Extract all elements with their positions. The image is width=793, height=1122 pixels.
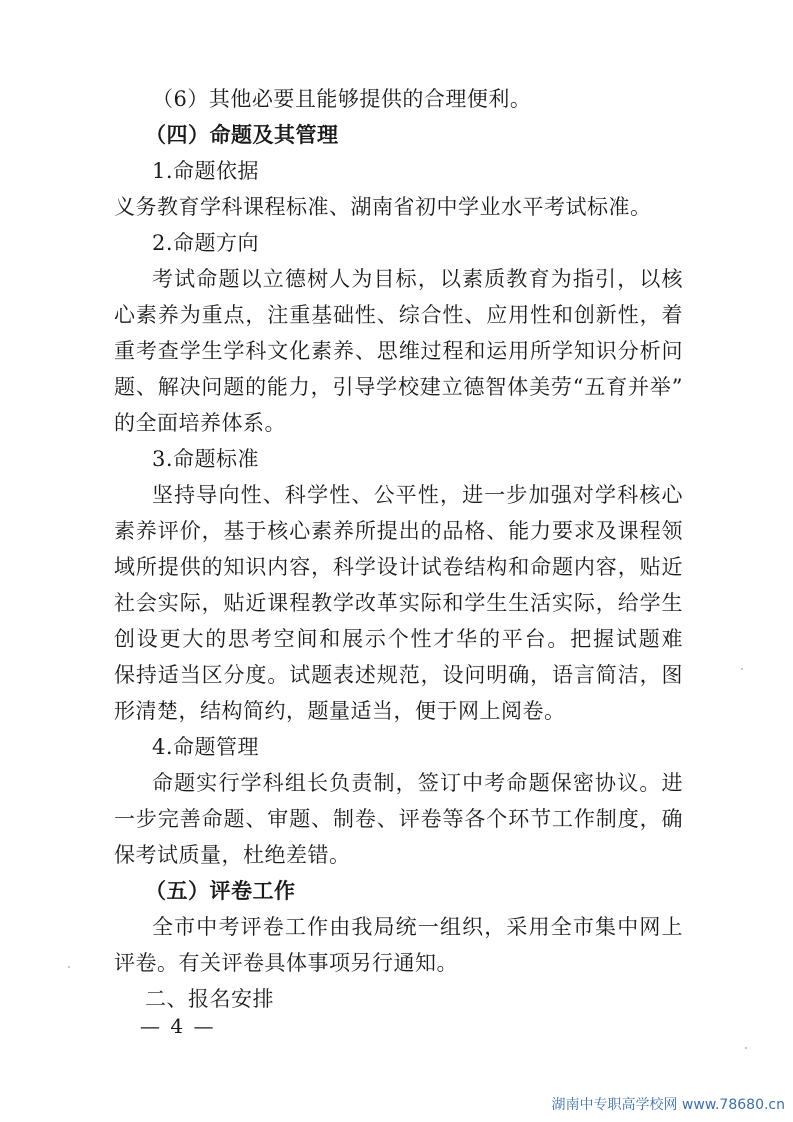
paragraph-line: 一步完善命题、审题、制卷、评卷等各个环节工作制度，确	[114, 807, 683, 831]
paragraph-line: 保考试质量，杜绝差错。	[114, 843, 351, 867]
subheading-standard: 3.命题标准	[152, 447, 260, 471]
paragraph-line: 命题实行学科组长负责制，签订中考命题保密协议。进	[152, 771, 683, 795]
subheading-management: 4.命题管理	[152, 735, 260, 759]
paragraph-line: 考试命题以立德树人为目标，以素质教育为指引，以核	[152, 267, 683, 291]
paragraph-line: 重考查学生学科文化素养、思维过程和运用所学知识分析问	[114, 339, 683, 363]
paragraph-line: 创设更大的思考空间和展示个性才华的平台。把握试题难	[114, 627, 683, 651]
section-heading-4: （四）命题及其管理	[145, 122, 339, 147]
paragraph-line: 义务教育学科课程标准、湖南省初中学业水平考试标准。	[114, 195, 652, 219]
section-heading-5: （五）评卷工作	[145, 878, 296, 903]
paragraph-line: 域所提供的知识内容，科学设计试卷结构和命题内容，贴近	[114, 555, 683, 579]
subheading-basis: 1.命题依据	[152, 159, 260, 183]
paragraph-line: 社会实际，贴近课程教学改革实际和学生生活实际，给学生	[114, 591, 683, 615]
page-number: — 4 —	[140, 1014, 216, 1038]
paragraph-line: 评卷。有关评卷具体事项另行通知。	[114, 951, 458, 975]
paragraph-line: 形清楚，结构简约，题量适当，便于网上阅卷。	[114, 699, 566, 723]
paragraph-line: 心素养为重点，注重基础性、综合性、应用性和创新性，着	[114, 303, 683, 327]
scan-speck	[68, 966, 70, 968]
paragraph-line: 坚持导向性、科学性、公平性，进一步加强对学科核心	[152, 483, 683, 507]
subheading-direction: 2.命题方向	[152, 231, 260, 255]
scan-speck	[741, 668, 743, 670]
section-heading-2: 二、报名安排	[145, 987, 274, 1011]
paragraph-line: 题、解决问题的能力，引导学校建立德智体美劳“五育并举”	[114, 375, 683, 399]
scan-speck	[745, 1047, 747, 1049]
paragraph-line: 的全面培养体系。	[114, 411, 286, 435]
paragraph-line: 全市中考评卷工作由我局统一组织，采用全市集中网上	[152, 915, 683, 939]
paragraph-line: 保持适当区分度。试题表述规范，设问明确，语言简洁，图	[114, 663, 683, 687]
site-watermark: 湖南中专职高学校网 www.78680.cn	[551, 1097, 785, 1113]
paragraph-line: 素养评价，基于核心素养所提出的品格、能力要求及课程领	[114, 519, 683, 543]
list-item-6: （6）其他必要且能够提供的合理便利。	[152, 87, 532, 111]
